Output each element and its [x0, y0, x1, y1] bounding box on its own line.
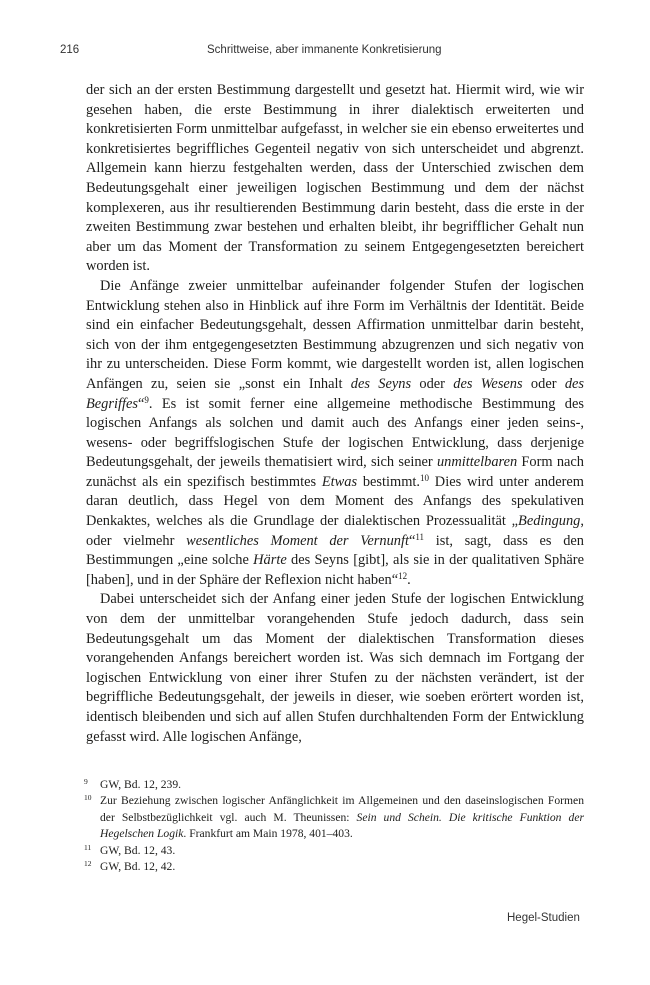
footnote-text: GW, Bd. 12, 43.	[100, 843, 176, 857]
running-header	[58, 44, 584, 62]
page-number: 216	[60, 44, 80, 56]
footnote-text: GW, Bd. 12, 239.	[100, 778, 182, 791]
footnote-text: Zur Beziehung zwischen logischer Anfänglichkeit im Allgemeinen und den daseinslogischen Formen der Selbstbezüglichkeit vgl. auch M. Theunissen:	[100, 794, 584, 824]
footnote-11	[86, 843, 584, 859]
italic-term: des Seyns	[350, 375, 412, 392]
paragraph-text: Dies wird unter anderem daran deutlich, dass Hegel von dem Moment des Anfangs des spekulativen Denkaktes, welches als die Grundlage der dialektischen Prozessualität „	[86, 473, 584, 530]
footnote-10	[86, 793, 584, 842]
footnote-number: 11	[84, 842, 92, 852]
footnotes	[86, 777, 584, 875]
footnote-12	[86, 859, 584, 875]
footnote-number: 10	[84, 793, 92, 803]
italic-term: wesentliches Moment der Vernunft	[186, 532, 409, 549]
italic-term: Härte	[253, 552, 287, 569]
paragraph-text: “	[408, 532, 416, 549]
paragraph-1	[86, 81, 584, 277]
paragraph-text: , oder vielmehr	[86, 513, 584, 549]
italic-term: Bedingung	[518, 513, 581, 530]
footnote-ref: 9	[144, 394, 149, 405]
paragraph-3	[86, 590, 584, 747]
paragraph-text: Form nach zunächst als ein spezifisch bestimmtes	[86, 454, 584, 490]
footnote-ref: 11	[415, 531, 425, 542]
main-text	[86, 81, 584, 747]
paragraph-text: “	[137, 395, 145, 412]
italic-term: des Begriffes	[86, 375, 584, 412]
paragraph-text: des Seyns [gibt], als sie in der qualitativen Sphäre [haben], und in der Sphäre der Reflexion nicht haben“	[86, 552, 584, 588]
running-title: Schrittweise, aber immanente Konkretisierung	[207, 44, 442, 56]
paragraph-text: oder	[411, 375, 454, 392]
italic-term: unmittelbaren	[436, 454, 518, 471]
paragraph-text: oder	[522, 375, 565, 392]
italic-term: des Wesens	[453, 375, 523, 392]
paragraph-text: der sich an der ersten Bestimmung dargestellt und gesetzt hat. Hiermit wird, wie wir gesehen haben, die erste Bestimmung in ihrer dialektisch erweiterten und konkretisierten Form unmittelbar aufgefasst, in welcher sie ein ebenso erweitertes und konkretisiertes begriffliches Gegenteil negativ von sich unterscheidet und abgrenzt. Allgemein kann hierzu festgehalten werden, dass der Unterschied zwischen dem Bedeutungsgehalt einer jeweiligen logischen Bestimmung und dem der nächst komplexeren, aus ihr resultierenden Bestimmung darin besteht, dass die erste in der zweiten Bestimmung zwar bestehen und erhalten bleibt, ihr begrifflicher Gehalt nun aber um das Moment der Transformation zu seinem Entgegengesetzten bereichert worden ist.	[86, 82, 584, 275]
paragraph-text: Dabei unterscheidet sich der Anfang einer jeden Stufe der logischen Entwicklung von dem der unmittelbar vorangehenden Stufe jedoch dadurch, dass sein Bedeutungsgehalt um das Moment der dialektischen Transformation dieses vorangehenden Anfangs bereichert worden ist. Was sich demnach im Fortgang der logischen Entwicklung von einer ihrer Stufen zu der nächsten verändert, ist der begriffliche Bedeutungsgehalt, der jeweils in dieser, wie soeben erörtert worden ist, identisch bleibenden und sich auf allen Stufen durchhaltenden Form der Entwicklung gefasst wird. Alle logischen Anfänge,	[86, 591, 584, 745]
footnote-number: 12	[84, 859, 92, 869]
journal-footer: Hegel-Studien	[507, 912, 580, 924]
italic-title: Sein und Schein. Die kritische Funktion der Hegelschen Logik	[100, 810, 584, 841]
footnote-ref: 10	[420, 472, 430, 483]
paragraph-text: bestimmt.	[357, 473, 421, 490]
paragraph-2	[86, 277, 584, 591]
footnote-number: 9	[84, 777, 88, 786]
italic-term: Etwas	[321, 473, 358, 490]
footnote-9	[86, 777, 584, 793]
footnote-text: GW, Bd. 12, 42.	[100, 860, 176, 874]
paragraph-text: Die Anfänge zweier unmittelbar aufeinander folgender Stufen der logischen Entwicklung stehen also in Hinblick auf ihre Form im Verhältnis der Identität. Beide sind ein einfacher Bedeutungsgehalt, dessen Affirmation unmittelbar darin besteht, sich von der ihm entgegengesetzten Bestimmung abzugrenzen und sich negativ von ihr zu unterscheiden. Diese Form kommt, wie dargestellt worden ist, allen logischen Anfängen zu, seien sie „sonst ein Inhalt	[86, 277, 584, 392]
footnote-text: . Frankfurt am Main 1978, 401–403.	[183, 827, 353, 841]
paragraph-text: .	[407, 571, 411, 588]
footnote-ref: 12	[398, 570, 408, 581]
paragraph-text: . Es ist somit ferner eine allgemeine methodische Bestimmung des logischen Anfangs als solchen und damit auch des Anfangs einer jeden seins-, wesens- oder begriffslogischen Stufe der logischen Entwicklung, dass derjenige Bedeutungsgehalt, der jeweils thematisiert wird, sich seiner	[86, 395, 584, 471]
paragraph-text: ist, sagt, dass es den Bestimmungen „eine solche	[86, 532, 584, 569]
